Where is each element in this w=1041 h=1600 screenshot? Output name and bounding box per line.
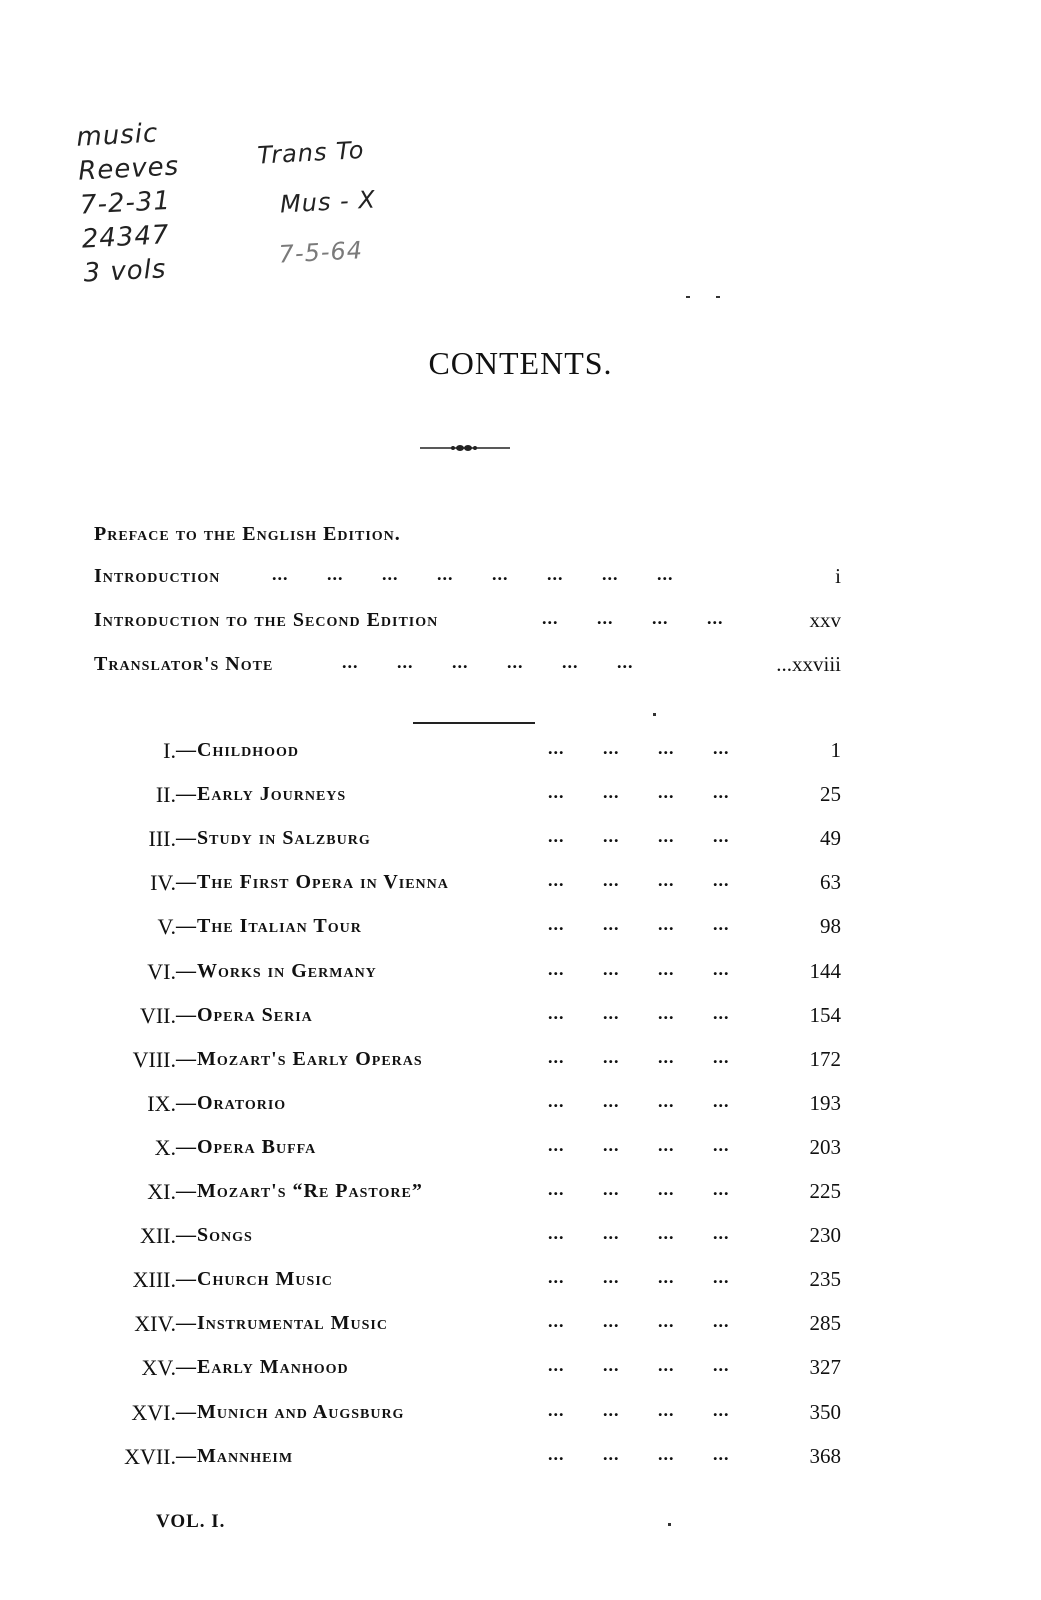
- chapter-title: —Works in Germany: [176, 960, 377, 982]
- print-speck: [686, 296, 690, 298]
- leader-dots: ... ... ... ...: [548, 1135, 730, 1155]
- leader-dots: ... ... ... ...: [548, 1003, 730, 1023]
- chapter-page: 350: [809, 1400, 841, 1424]
- chapter-entry: [0, 1135, 1041, 1165]
- hand-line: 24347: [81, 220, 171, 255]
- chapter-entry: [0, 1047, 1041, 1077]
- toc-entry-page: xxv: [809, 608, 841, 632]
- chapter-title: —Songs: [176, 1224, 253, 1246]
- chapter-title: —Church Music: [176, 1268, 333, 1290]
- chapter-title: —Opera Seria: [176, 1004, 313, 1026]
- leader-dots: ... ... ... ...: [548, 914, 730, 934]
- hand-line: Trans To: [256, 135, 366, 170]
- chapter-title: —Opera Buffa: [176, 1136, 317, 1158]
- chapter-number: III.: [148, 826, 176, 851]
- chapter-number: V.: [157, 914, 176, 939]
- chapter-title: —Instrumental Music: [176, 1312, 388, 1334]
- toc-entry-label: Preface to the English Edition.: [94, 523, 401, 545]
- chapter-page: 285: [809, 1311, 841, 1335]
- chapter-page: 235: [809, 1267, 841, 1291]
- hand-line: Mus - X: [279, 185, 377, 219]
- handwritten-note-right: [236, 125, 379, 282]
- chapter-entry: [0, 1091, 1041, 1121]
- chapter-number: IV.: [150, 870, 176, 895]
- leader-dots: ... ... ... ...: [548, 826, 730, 846]
- chapter-entry: [0, 870, 1041, 900]
- chapter-page: 203: [809, 1135, 841, 1159]
- chapter-page: 368: [809, 1444, 841, 1468]
- chapter-title: —Early Manhood: [176, 1356, 349, 1378]
- chapter-page: 98: [820, 914, 841, 938]
- leader-dots: ... ... ... ... ... ...: [342, 652, 634, 672]
- chapter-entry: [0, 1311, 1041, 1341]
- chapter-page: 63: [820, 870, 841, 894]
- chapter-page: 225: [809, 1179, 841, 1203]
- chapter-title: —Mannheim: [176, 1445, 294, 1467]
- chapter-page: 49: [820, 826, 841, 850]
- chapter-number: XIII.: [132, 1267, 176, 1292]
- toc-entry-page: ...xxviii: [776, 652, 841, 676]
- chapter-title: —The First Opera in Vienna: [176, 871, 449, 893]
- leader-dots: ... ... ... ...: [548, 1444, 730, 1464]
- hand-line: Reeves: [77, 151, 180, 187]
- toc-entry-label: Introduction to the Second Edition: [94, 609, 439, 631]
- chapter-page: 193: [809, 1091, 841, 1115]
- section-divider: [413, 722, 535, 724]
- chapter-entry: [0, 959, 1041, 989]
- print-speck: [668, 1523, 671, 1526]
- chapter-number: XVI.: [131, 1400, 176, 1425]
- toc-entry-label: Translator's Note: [94, 653, 274, 675]
- chapter-entry: [0, 1267, 1041, 1297]
- chapter-number: VII.: [139, 1003, 176, 1028]
- chapter-entry: [0, 1400, 1041, 1430]
- chapter-page: 172: [809, 1047, 841, 1071]
- leader-dots: ... ... ... ...: [548, 1355, 730, 1375]
- print-speck: [716, 296, 720, 298]
- hand-line: 3 vols: [82, 254, 168, 289]
- leader-dots: ... ... ... ...: [548, 738, 730, 758]
- chapter-title: —Mozart's Early Operas: [176, 1048, 423, 1070]
- chapter-number: XV.: [141, 1355, 176, 1380]
- chapter-page: 144: [809, 959, 841, 983]
- leader-dots: ... ... ... ...: [548, 1400, 730, 1420]
- chapter-page: 25: [820, 782, 841, 806]
- leader-dots: ... ... ... ...: [548, 1267, 730, 1287]
- chapter-title: —Oratorio: [176, 1092, 287, 1114]
- chapter-number: II.: [155, 782, 176, 807]
- leader-dots: ... ... ... ... ... ... ... ...: [272, 564, 674, 584]
- leader-dots: ... ... ... ...: [548, 1223, 730, 1243]
- chapter-page: 230: [809, 1223, 841, 1247]
- toc-entry-page: i: [835, 564, 841, 588]
- chapter-entry: [0, 914, 1041, 944]
- page-title: CONTENTS.: [428, 345, 613, 381]
- chapter-number: XI.: [147, 1179, 176, 1204]
- toc-entry-label: Introduction: [94, 565, 221, 587]
- toc-entry: [0, 522, 1041, 552]
- ornament-divider-icon: [420, 440, 510, 456]
- leader-dots: ... ... ... ...: [548, 1047, 730, 1067]
- chapter-entry: [0, 1355, 1041, 1385]
- toc-entry: [0, 652, 1041, 682]
- leader-dots: ... ... ... ...: [548, 870, 730, 890]
- chapter-entry: [0, 1003, 1041, 1033]
- chapter-number: XII.: [139, 1223, 176, 1248]
- chapter-title: —Mozart's “Re Pastore”: [176, 1180, 423, 1202]
- leader-dots: ... ... ... ...: [542, 608, 724, 628]
- chapter-number: XIV.: [134, 1311, 176, 1336]
- chapter-number: IX.: [147, 1091, 176, 1116]
- leader-dots: ... ... ... ...: [548, 1179, 730, 1199]
- hand-line: 7-2-31: [79, 185, 172, 221]
- toc-entry: [0, 564, 1041, 594]
- chapter-entry: [0, 826, 1041, 856]
- chapter-entry: [0, 782, 1041, 812]
- chapter-title: —Munich and Augsburg: [176, 1401, 405, 1423]
- chapter-entry: [0, 738, 1041, 768]
- leader-dots: ... ... ... ...: [548, 959, 730, 979]
- hand-line: music: [75, 118, 160, 153]
- chapter-number: X.: [154, 1135, 176, 1160]
- print-speck: [653, 713, 656, 716]
- chapter-title: —Early Journeys: [176, 783, 347, 805]
- chapter-number: XVII.: [124, 1444, 176, 1469]
- hand-line: 7-5-64: [277, 236, 364, 269]
- leader-dots: ... ... ... ...: [548, 1311, 730, 1331]
- volume-signature: VOL. I.: [156, 1511, 226, 1532]
- chapter-number: VI.: [147, 959, 176, 984]
- handwritten-note-left: [76, 115, 186, 290]
- toc-entry: [0, 608, 1041, 638]
- chapter-entry: [0, 1179, 1041, 1209]
- chapter-title: —Childhood: [176, 739, 300, 761]
- chapter-title: —Study in Salzburg: [176, 827, 371, 849]
- chapter-entry: [0, 1444, 1041, 1474]
- chapter-number: I.: [163, 738, 176, 763]
- leader-dots: ... ... ... ...: [548, 1091, 730, 1111]
- chapter-entry: [0, 1223, 1041, 1253]
- chapter-page: 154: [809, 1003, 841, 1027]
- leader-dots: ... ... ... ...: [548, 782, 730, 802]
- chapter-title: —The Italian Tour: [176, 915, 362, 937]
- chapter-page: 1: [830, 738, 841, 762]
- chapter-number: VIII.: [132, 1047, 176, 1072]
- chapter-page: 327: [809, 1355, 841, 1379]
